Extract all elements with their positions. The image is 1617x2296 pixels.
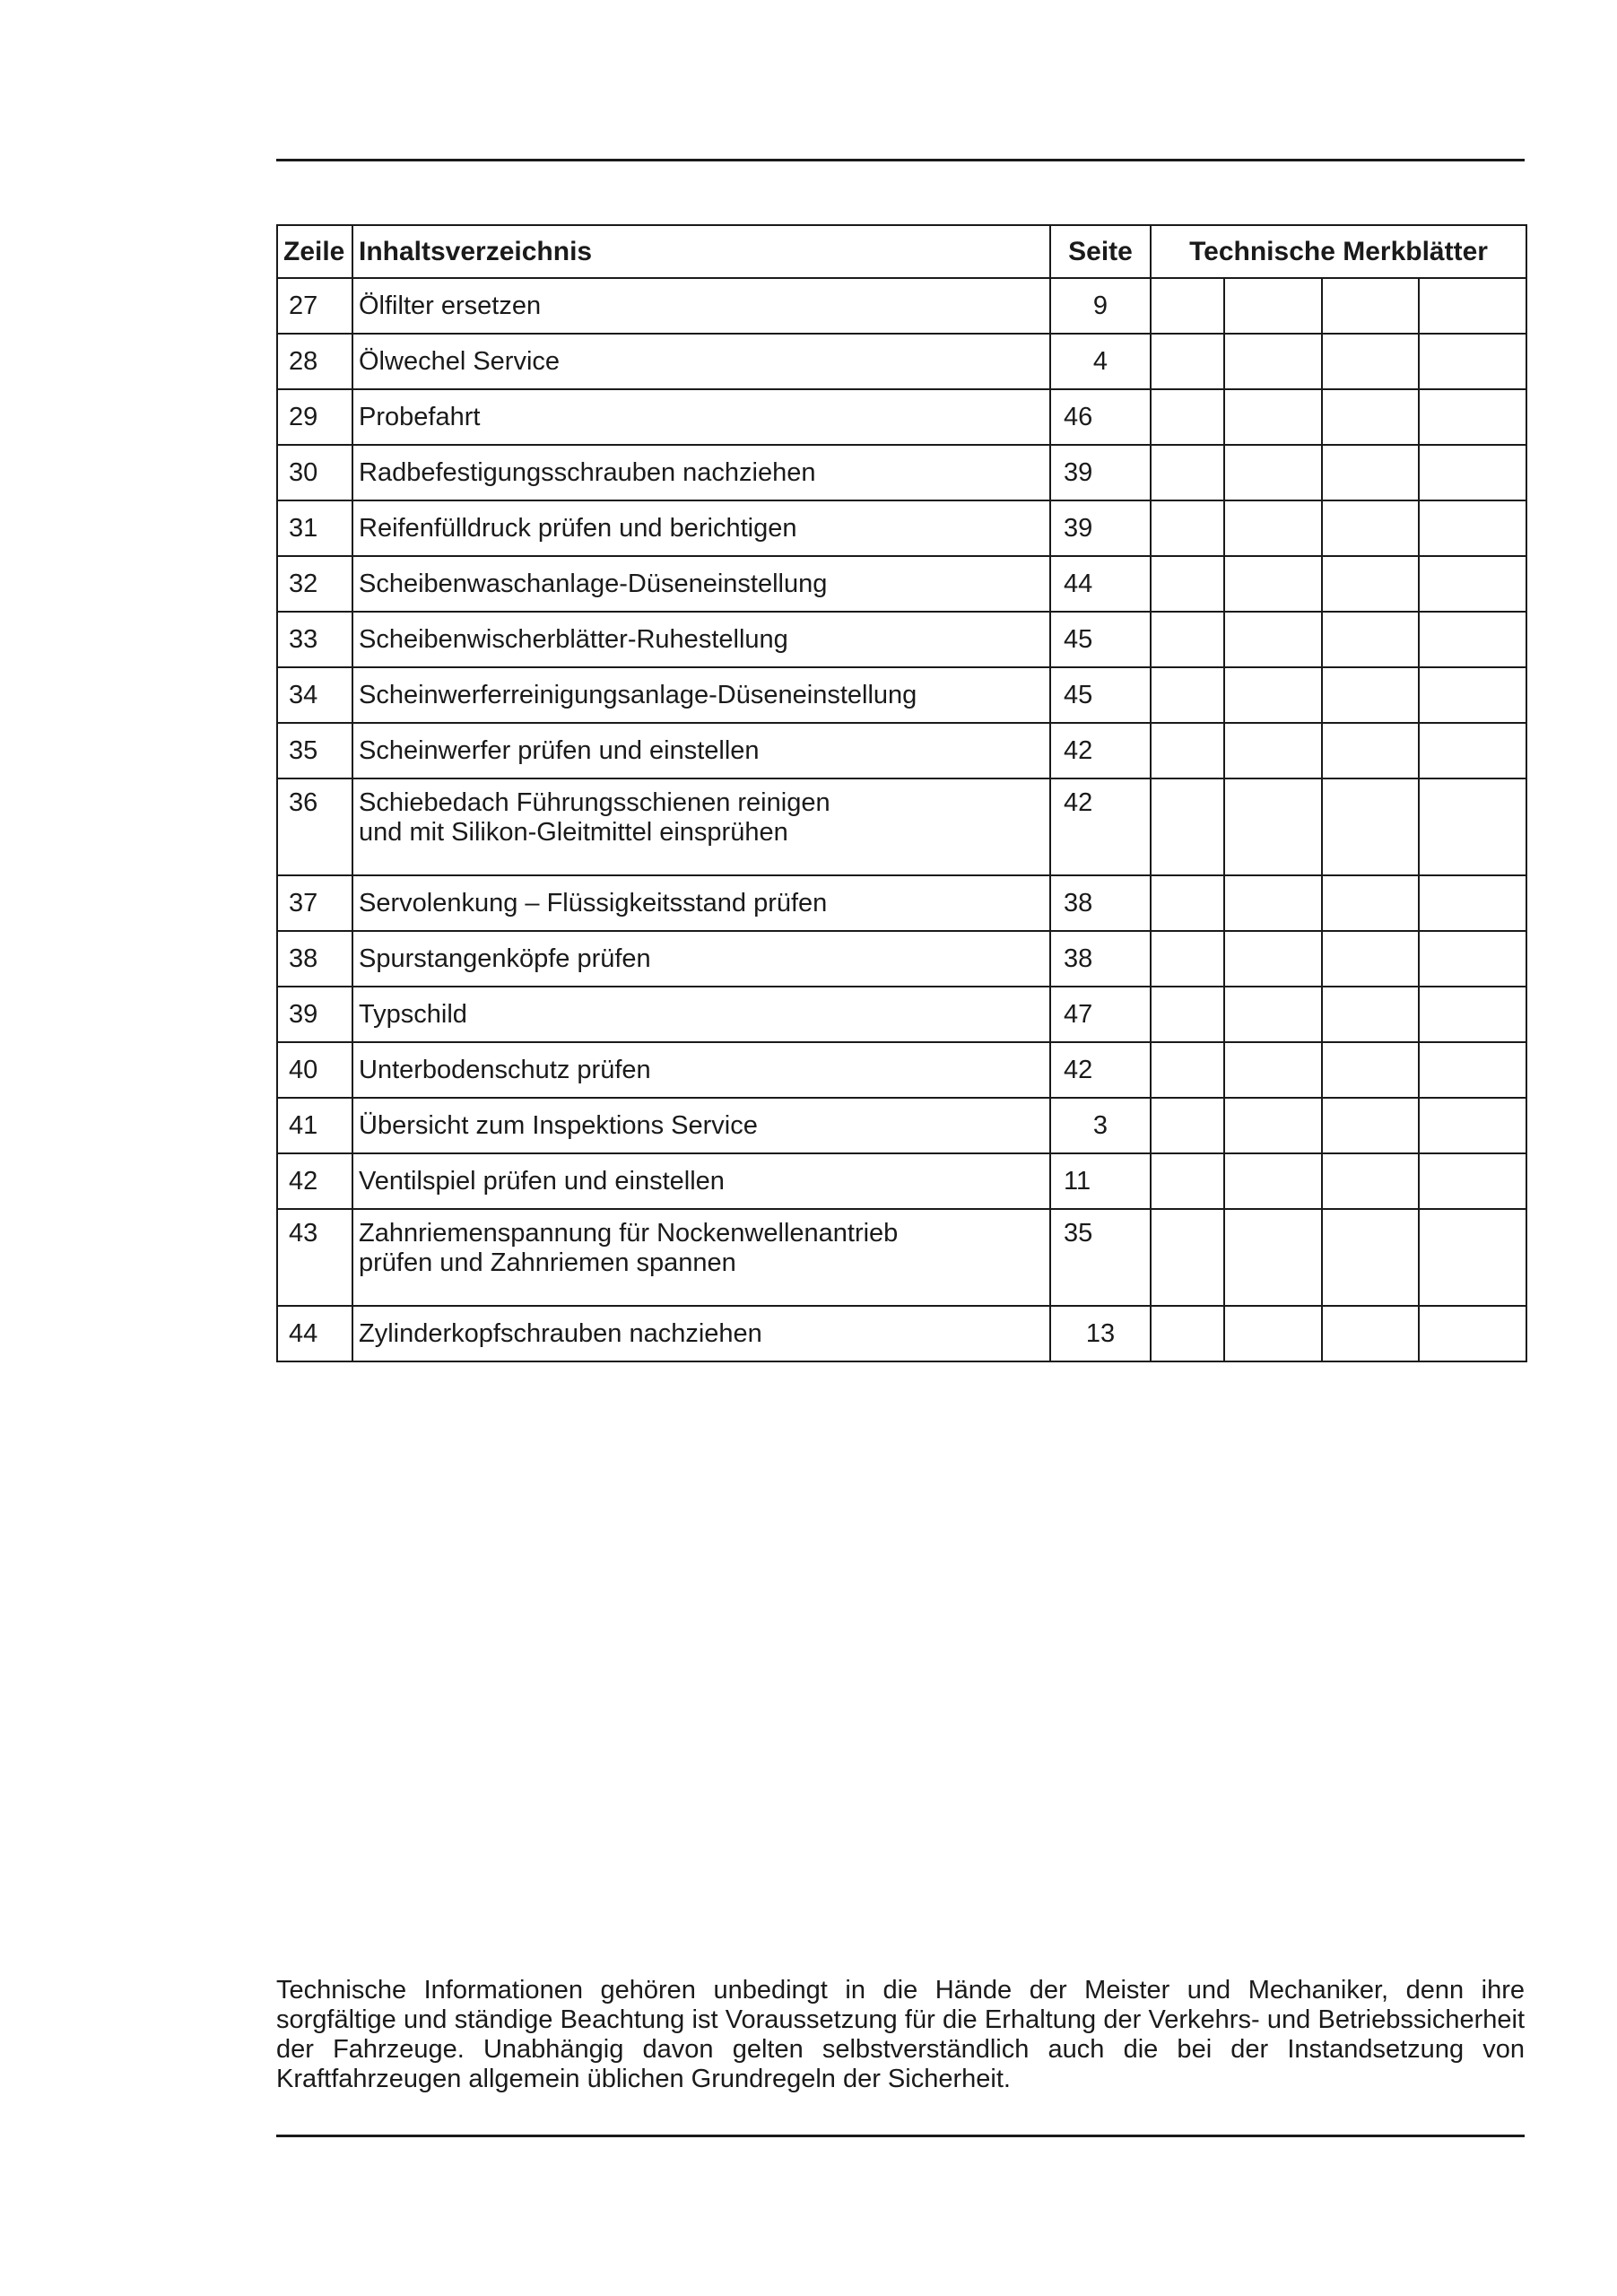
merkblatt-cell [1419,1042,1526,1098]
row-seite: 42 [1050,1042,1151,1098]
merkblatt-cell [1419,612,1526,667]
row-seite: 44 [1050,556,1151,612]
merkblatt-cell [1224,987,1322,1042]
merkblatt-cell [1224,1098,1322,1153]
row-inhalt-line1: Zahnriemenspannung für Nockenwellenantrieb [359,1219,899,1248]
row-inhalt: Unterbodenschutz prüfen [352,1042,1050,1098]
table-row [277,667,1526,723]
header-seite: Seite [1050,225,1151,278]
merkblatt-cell [1322,612,1419,667]
merkblatt-cell [1322,445,1419,500]
row-zeile: 41 [277,1098,352,1153]
merkblatt-cell [1224,778,1322,875]
merkblatt-cell [1224,278,1322,334]
row-inhalt: Probefahrt [352,389,1050,445]
row-inhalt-line2: prüfen und Zahnriemen spannen [359,1248,736,1277]
row-seite: 3 [1050,1098,1151,1153]
merkblatt-cell [1322,667,1419,723]
merkblatt-cell [1151,1042,1224,1098]
merkblatt-cell [1322,931,1419,987]
merkblatt-cell [1419,875,1526,931]
row-seite: 9 [1050,278,1151,334]
merkblatt-cell [1151,500,1224,556]
merkblatt-cell [1151,1098,1224,1153]
merkblatt-cell [1151,931,1224,987]
merkblatt-cell [1151,1153,1224,1209]
table-row [277,778,1526,875]
merkblatt-cell [1224,1306,1322,1361]
merkblatt-cell [1419,778,1526,875]
merkblatt-cell [1322,778,1419,875]
row-inhalt: Radbefestigungsschrauben nachziehen [352,445,1050,500]
table-row [277,278,1526,334]
merkblatt-cell [1322,1098,1419,1153]
merkblatt-cell [1151,445,1224,500]
row-zeile: 35 [277,723,352,778]
merkblatt-cell [1322,875,1419,931]
header-inhaltsverzeichnis: Inhaltsverzeichnis [352,225,1050,278]
row-zeile: 36 [277,778,352,875]
merkblatt-cell [1322,389,1419,445]
merkblatt-cell [1322,278,1419,334]
merkblatt-cell [1419,1098,1526,1153]
row-inhalt: Zylinderkopfschrauben nachziehen [352,1306,1050,1361]
merkblatt-cell [1151,987,1224,1042]
row-seite: 45 [1050,667,1151,723]
merkblatt-cell [1224,1042,1322,1098]
row-seite: 47 [1050,987,1151,1042]
row-inhalt: Typschild [352,987,1050,1042]
row-inhalt: Ventilspiel prüfen und einstellen [352,1153,1050,1209]
merkblatt-cell [1151,389,1224,445]
toc-body [277,278,1526,1361]
merkblatt-cell [1322,987,1419,1042]
merkblatt-cell [1322,500,1419,556]
merkblatt-cell [1151,556,1224,612]
row-seite: 13 [1050,1306,1151,1361]
merkblatt-cell [1151,1306,1224,1361]
merkblatt-cell [1322,723,1419,778]
row-seite: 11 [1050,1153,1151,1209]
row-seite: 38 [1050,875,1151,931]
merkblatt-cell [1151,875,1224,931]
row-inhalt: Servolenkung – Flüssigkeitsstand prüfen [352,875,1050,931]
row-zeile: 42 [277,1153,352,1209]
row-inhalt: Spurstangenköpfe prüfen [352,931,1050,987]
table-header-row [277,225,1526,278]
table-row [277,931,1526,987]
table-row [277,1042,1526,1098]
row-inhalt: Übersicht zum Inspektions Service [352,1098,1050,1153]
row-seite: 4 [1050,334,1151,389]
merkblatt-cell [1151,334,1224,389]
row-zeile: 27 [277,278,352,334]
row-zeile: 43 [277,1209,352,1306]
row-inhalt: Scheinwerferreinigungsanlage-Düseneinstellung [352,667,1050,723]
merkblatt-cell [1419,1153,1526,1209]
row-inhalt-line1: Schiebedach Führungsschienen reinigen [359,788,830,817]
row-seite: 38 [1050,931,1151,987]
table-row [277,500,1526,556]
merkblatt-cell [1419,667,1526,723]
merkblatt-cell [1151,1209,1224,1306]
merkblatt-cell [1419,389,1526,445]
merkblatt-cell [1322,334,1419,389]
row-zeile: 40 [277,1042,352,1098]
table-row [277,556,1526,612]
merkblatt-cell [1151,778,1224,875]
row-seite: 45 [1050,612,1151,667]
row-inhalt: Ölwechel Service [352,334,1050,389]
row-zeile: 28 [277,334,352,389]
merkblatt-cell [1322,556,1419,612]
row-seite: 39 [1050,445,1151,500]
row-zeile: 38 [277,931,352,987]
row-zeile: 37 [277,875,352,931]
merkblatt-cell [1322,1042,1419,1098]
merkblatt-cell [1224,1209,1322,1306]
row-inhalt: Reifenfülldruck prüfen und berichtigen [352,500,1050,556]
row-zeile: 31 [277,500,352,556]
merkblatt-cell [1224,556,1322,612]
row-inhalt: Scheibenwaschanlage-Düseneinstellung [352,556,1050,612]
table-row [277,612,1526,667]
top-rule [276,159,1525,161]
row-inhalt: Scheibenwischerblätter-Ruhestellung [352,612,1050,667]
header-technische-merkblaetter: Technische Merkblätter [1151,225,1526,278]
table-row [277,987,1526,1042]
merkblatt-cell [1419,334,1526,389]
table-row [277,1306,1526,1361]
row-inhalt [352,1209,1050,1306]
row-zeile: 32 [277,556,352,612]
merkblatt-cell [1224,389,1322,445]
merkblatt-cell [1419,445,1526,500]
merkblatt-cell [1224,445,1322,500]
merkblatt-cell [1224,931,1322,987]
merkblatt-cell [1151,723,1224,778]
merkblatt-cell [1419,500,1526,556]
row-inhalt [352,778,1050,875]
row-seite: 46 [1050,389,1151,445]
merkblatt-cell [1419,723,1526,778]
merkblatt-cell [1151,667,1224,723]
merkblatt-cell [1322,1209,1419,1306]
table-row [277,1098,1526,1153]
row-seite: 42 [1050,723,1151,778]
row-zeile: 30 [277,445,352,500]
merkblatt-cell [1224,667,1322,723]
table-row [277,1209,1526,1306]
bottom-rule [276,2135,1525,2137]
merkblatt-cell [1419,1209,1526,1306]
merkblatt-cell [1224,500,1322,556]
merkblatt-cell [1419,931,1526,987]
merkblatt-cell [1419,556,1526,612]
row-seite: 35 [1050,1209,1151,1306]
table-row [277,723,1526,778]
row-seite: 39 [1050,500,1151,556]
row-zeile: 39 [277,987,352,1042]
safety-notice: Technische Informationen gehören unbedingt in die Hände der Meister und Mechaniker, denn ihre sorgfältige und ständige Beachtung ist Voraussetzung für die Erhaltung der Verkehrs- und Betriebssicherheit der Fahrzeuge. Unabhängig davon gelten selbstverständlich auch die bei der Instandsetzung von Kraftfahrzeugen allgemein üblichen Grundregeln der Sicherheit. [276,1976,1525,2093]
row-zeile: 33 [277,612,352,667]
row-zeile: 29 [277,389,352,445]
merkblatt-cell [1322,1153,1419,1209]
merkblatt-cell [1151,278,1224,334]
row-inhalt: Scheinwerfer prüfen und einstellen [352,723,1050,778]
table-row [277,389,1526,445]
merkblatt-cell [1322,1306,1419,1361]
table-row [277,334,1526,389]
merkblatt-cell [1419,278,1526,334]
merkblatt-cell [1419,987,1526,1042]
header-zeile: Zeile [277,225,352,278]
table-row [277,445,1526,500]
merkblatt-cell [1224,334,1322,389]
merkblatt-cell [1224,612,1322,667]
table-row [277,1153,1526,1209]
row-zeile: 34 [277,667,352,723]
toc-table [276,224,1527,1362]
merkblatt-cell [1224,1153,1322,1209]
row-inhalt-line2: und mit Silikon-Gleitmittel einsprühen [359,818,788,847]
row-seite: 42 [1050,778,1151,875]
table-row [277,875,1526,931]
row-zeile: 44 [277,1306,352,1361]
merkblatt-cell [1419,1306,1526,1361]
merkblatt-cell [1224,875,1322,931]
merkblatt-cell [1151,612,1224,667]
merkblatt-cell [1224,723,1322,778]
row-inhalt: Ölfilter ersetzen [352,278,1050,334]
